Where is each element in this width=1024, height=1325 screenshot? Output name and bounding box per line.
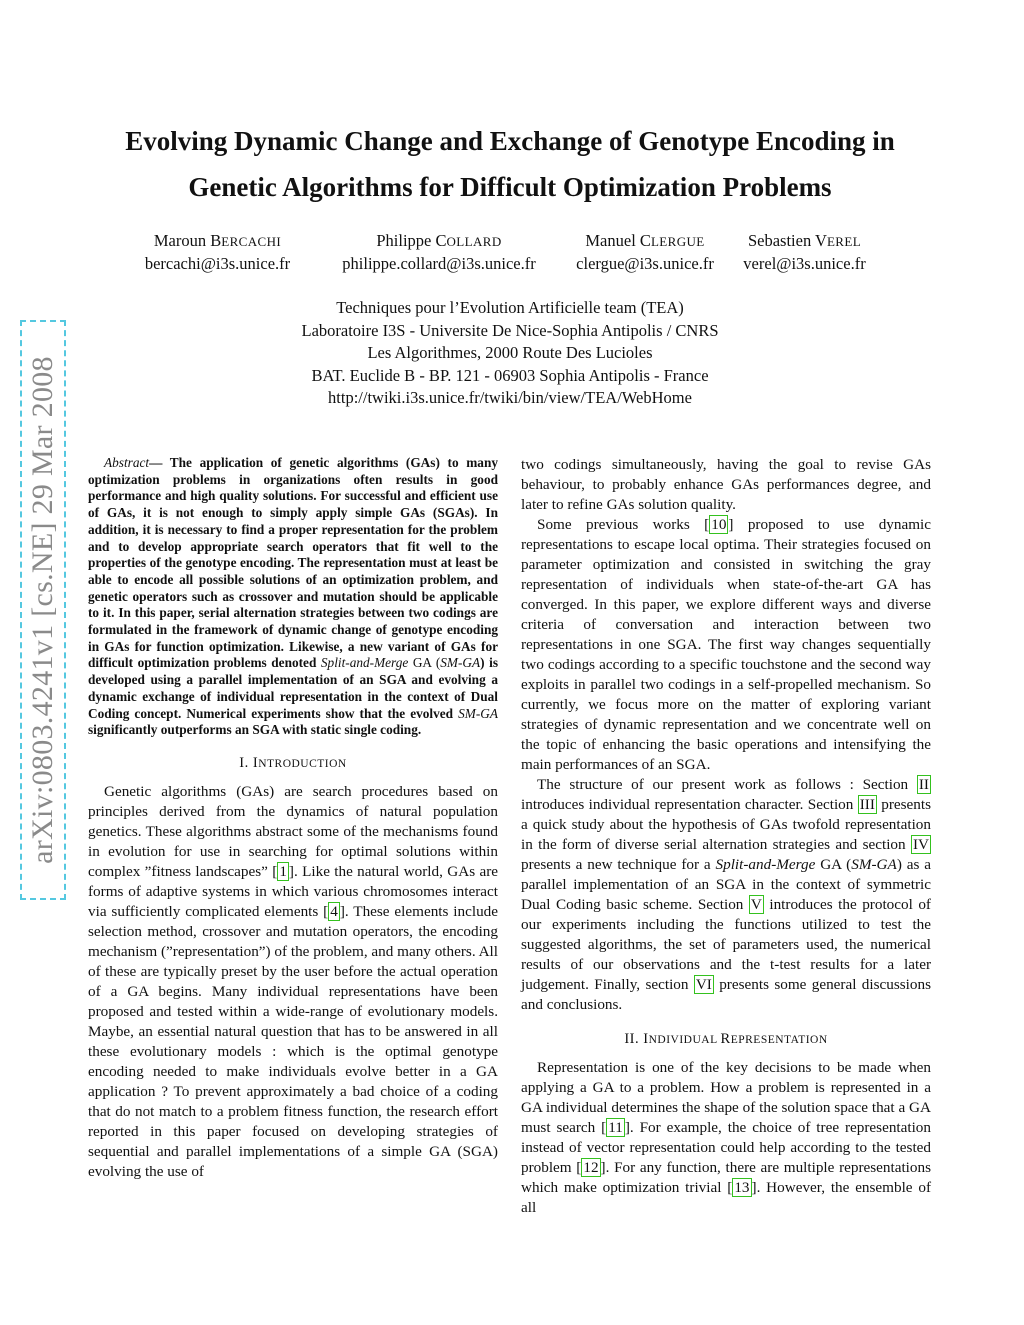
author-email: philippe.collard@i3s.unice.fr [342,254,536,273]
paragraph: Representation is one of the key decisions to be made when applying a GA to a problem. How a problem is represented in a GA individual determines the shape of the solution space that a GA must search [ 11 ]. For example, the choice of tree representation instead of vector representation could help according to the tested problem [ 12 ]. For any function, there are multiple representations which make optimization trivial [ 13 ]. However, the ensemble of all [521,1059,931,1216]
affiliation-line: BAT. Euclide B - BP. 121 - 06903 Sophia Antipolis - France [311,365,709,385]
author-2 [320,230,558,275]
author-email: verel@i3s.unice.fr [743,254,866,273]
arxiv-stamp: arXiv:0803.4241v1 [cs.NE] 29 Mar 2008 [26,356,59,864]
author-name: Manuel CLERGUE [585,231,705,250]
title-line-2: Genetic Algorithms for Difficult Optimization Problems [188,172,832,202]
author-name: Maroun BERCACHI [153,231,282,250]
section-link[interactable]: VI [695,976,712,993]
title-line-1: Evolving Dynamic Change and Exchange of Genotype Encoding in [125,126,895,156]
section-heading-introduction: I. INTRODUCTION [239,754,347,771]
citation-link[interactable]: 1 [279,862,287,880]
citation-link[interactable]: 10 [711,516,727,533]
author-name: Philippe COLLARD [376,231,502,250]
left-column [88,455,498,1182]
section-heading-representation: II. INDIVIDUAL REPRESENTATION [624,1031,828,1047]
section-link[interactable]: III [859,796,875,813]
author-4 [732,230,877,275]
affiliation-line: Les Algorithmes, 2000 Route Des Lucioles [367,343,653,363]
paragraph: The structure of our present work as follows : Section II introduces individual representation character. Section III presents a quick study about the hypothesis of GAs twofold representation in the form of diverse serial alternation strategies and section IV presents a new technique for a Split-and-Merge GA (SM-GA) as a parallel implementation of an SGA in the context of symmetric Dual Coding basic scheme. Section V introduces the protocol of our experiments including the functions utilized to test the suggested algorithms, the set of parameters used, the numerical results of our observations and the t-test results for a later judgement. Finally, section VI presents some general discussions and conclusions. [521,776,931,1013]
section-link[interactable]: IV [912,836,929,853]
author-name: Sebastien VEREL [747,231,862,250]
author-email: clergue@i3s.unice.fr [576,254,714,273]
right-column [521,455,931,1218]
citation-link[interactable]: 13 [734,1179,750,1196]
affiliation [160,297,860,410]
affiliation-line: Techniques pour l’Evolution Artificielle team (TEA) [336,298,684,317]
paragraph: two codings simultaneously, having the goal to revise GAs behaviour, to probably enhance GAs performances degree, and later to refine GAs solution quality. [521,456,931,513]
section-link[interactable]: II [918,776,929,793]
citation-link[interactable]: 12 [583,1159,599,1176]
abstract: Abstract— The application of genetic algorithms (GAs) to many optimization problems in organizations often results in good performance and high quality solutions. For successful and efficient use of GAs, it is not enough to simply apply simple GAs (SGAs). In addition, it is necessary to find a proper representation for the problem and to develop appropriate search operators that fit well to the properties of the genotype encoding. The representation must at least be able to encode all possible solutions of an optimization problem, and genetic operators such as crossover and mutation should be applicable to it. In this paper, serial alternation strategies between two codings are formulated in the framework of dynamic change of genotype encoding in GAs for function optimization. Likewise, a new variant of GAs for difficult optimization problems denoted Split-and-Merge GA (SM-GA) is developed using a parallel implementation of an SGA and evolving a dynamic exchange of individual representation in the context of Dual Coding concept. Numerical experiments show that the evolved SM-GA significantly outperforms an SGA with static single coding. [88,455,499,738]
author-email: bercachi@i3s.unice.fr [144,254,291,273]
paragraph: Some previous works [ 10 ] proposed to use dynamic representations to escape local optima. Their strategies focused on parameter optimization and consisted in switching the gray representation of individuals when state-of-the-art GA has converged. In this paper, we explore different ways and diverse criteria of conversation and interaction between two representations in one SGA. The first way changes sequentially two codings according to a specific touchstone and the second way exploits in parallel two codings in a self-propelled mechanism. So currently, we focus more on the matter of exploring variant strategies of dynamic representation and we concentrate well on the topic of enhancing the basic operations and intensifying the main performances of an SGA. [521,516,931,773]
citation-link[interactable]: 11 [608,1119,623,1136]
affiliation-line: Laboratoire I3S - Universite De Nice-Sophia Antipolis / CNRS [301,320,719,340]
author-3 [560,230,730,275]
citation-link[interactable]: 4 [330,902,338,920]
intro-paragraph: Genetic algorithms (GAs) are search procedures based on principles derived from the dynamics of natural population genetics. These algorithms abstract some of the mechanisms found in evolution for use in searching for optimal solutions within complex ”fitness landscapes” [ 1 ]. Like the natural world, GAs are forms of adaptive systems in which various chromosomes interact via sufficiently complicated elements [ 4 ]. These elements include selection method, crossover and mutation operators, the encoding mechanism (”representation”) of the problem, and many others. All of these are typically preset by the user before the actual operation of a GA begins. Many individual representations have been proposed and tested within a wide-range of evolutionary models. Maybe, an essential natural question that has to be answered in all these evolutionary models : which is the optimal genotype encoding needed to make individuals evolve better in a GA application ? To prevent approximately a bad choice of a coding that do not match to a problem fitness function, the research effort reported in this paper focused on developing strategies of sequential and parallel implementations of a simple GA (SGA) evolving the use of [88,782,498,1180]
author-block [120,230,910,280]
affiliation-url[interactable]: http://twiki.i3s.unice.fr/twiki/bin/view/TEA/WebHome [328,388,692,408]
section-link[interactable]: V [750,896,762,913]
author-1 [120,230,315,275]
